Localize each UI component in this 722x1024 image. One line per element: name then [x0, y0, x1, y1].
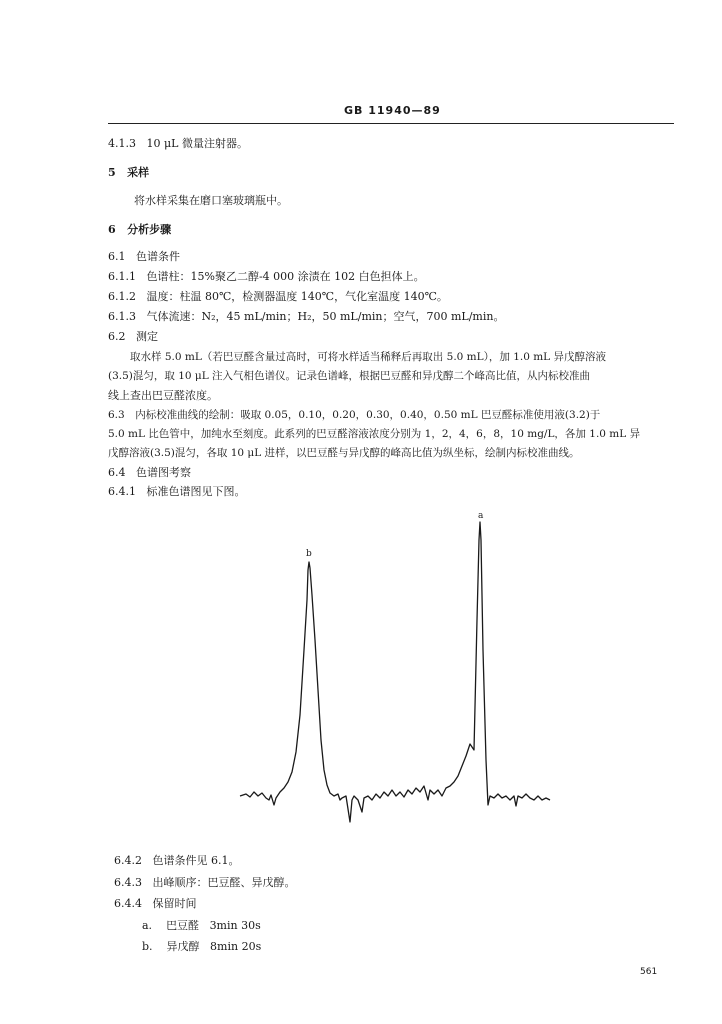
retention-time: 8min 20s — [210, 940, 262, 953]
item-text: 温度：柱温 80℃，检测器温度 140℃，气化室温度 140℃。 — [146, 290, 448, 303]
para-6-3-line1: 6.3 内标校准曲线的绘制：吸取 0.05，0.10，0.20，0.30，0.40，0.50 mL 巴豆醛标准使用液(3.2)于 — [108, 409, 601, 421]
item-number: 6.4.2 — [114, 854, 142, 867]
item-6-1-3 — [108, 310, 504, 324]
item-text: 出峰顺序：巴豆醛、异戊醇。 — [152, 876, 296, 889]
item-text: 保留时间 — [152, 897, 197, 910]
item-6-4-1 — [108, 485, 246, 499]
item-number: 6.2 — [108, 330, 126, 343]
section-title: 分析步骤 — [127, 223, 172, 236]
item-4-1-3 — [108, 137, 248, 151]
item-number: 6.1.2 — [108, 290, 136, 303]
item-6-1-2 — [108, 290, 448, 304]
compound-name: 巴豆醛 — [166, 919, 200, 932]
chromatogram-figure — [230, 500, 560, 840]
section-5-body: 将水样采集在磨口塞玻璃瓶中。 — [134, 194, 288, 207]
item-number: 6.1.1 — [108, 270, 136, 283]
item-number: 6.1 — [108, 250, 126, 263]
para-6-2-line1: 取水样 5.0 mL（若巴豆醛含量过高时，可将水样适当稀释后再取出 5.0 mL），加 1.0 mL 异戊醇溶液 — [130, 351, 606, 363]
item-6-1 — [108, 250, 180, 264]
item-6-4 — [108, 466, 191, 480]
item-number: 6.4.4 — [114, 897, 142, 910]
item-6-2 — [108, 330, 158, 344]
list-marker: a. — [142, 919, 153, 932]
item-text: 色谱柱：15%聚乙二醇-4 000 涂渍在 102 白色担体上。 — [146, 270, 425, 283]
para-6-2-line3: 线上查出巴豆醛浓度。 — [108, 389, 218, 402]
para-6-2-line2: (3.5)混匀，取 10 μL 注入气相色谱仪。记录色谱峰，根据巴豆醛和异戊醇二个峰高比值，从内标校准曲 — [108, 370, 591, 382]
item-text: 色谱条件 — [136, 250, 180, 263]
item-number: 6.4.1 — [108, 485, 136, 498]
peak-a-label: a — [478, 511, 484, 521]
chromatogram-trace — [240, 522, 550, 822]
item-text: 色谱条件见 6.1。 — [152, 854, 240, 867]
item-text: 测定 — [136, 330, 158, 343]
section-number: 5 — [108, 166, 116, 179]
standard-code-header: GB 11940—89 — [344, 104, 441, 117]
item-text: 10 μL 微量注射器。 — [146, 137, 248, 150]
retention-time-a — [142, 919, 261, 933]
para-6-3-line2: 5.0 mL 比色管中，加纯水至刻度。此系列的巴豆醛溶液浓度分别为 1，2，4，6，8，10 mg/L，各加 1.0 mL 异 — [108, 428, 641, 440]
item-number: 6.4 — [108, 466, 126, 479]
peak-b-label: b — [306, 549, 312, 559]
header-rule — [108, 123, 674, 124]
section-6-heading — [108, 223, 171, 237]
section-number: 6 — [108, 223, 116, 236]
retention-time-b — [142, 940, 261, 954]
section-title: 采样 — [127, 166, 150, 179]
item-text: 标准色谱图见下图。 — [146, 485, 246, 498]
item-6-4-3 — [114, 876, 296, 890]
item-text: 气体流速：N₂，45 mL/min；H₂，50 mL/min；空气，700 mL/min。 — [146, 310, 505, 323]
retention-time: 3min 30s — [209, 919, 261, 932]
item-number: 6.4.3 — [114, 876, 142, 889]
item-6-4-4 — [114, 897, 197, 911]
section-5-heading — [108, 166, 149, 180]
compound-name: 异戊醇 — [166, 940, 200, 953]
item-6-4-2 — [114, 854, 240, 868]
page-number: 561 — [640, 967, 658, 977]
item-number: 6.1.3 — [108, 310, 136, 323]
item-6-1-1 — [108, 270, 425, 284]
list-marker: b. — [142, 940, 153, 953]
item-text: 色谱图考察 — [136, 466, 191, 479]
item-number: 4.1.3 — [108, 137, 136, 150]
para-6-3-line3: 戊醇溶液(3.5)混匀，各取 10 μL 进样，以巴豆醛与异戊醇的峰高比值为纵坐标，绘制内标校准曲线。 — [108, 447, 580, 459]
